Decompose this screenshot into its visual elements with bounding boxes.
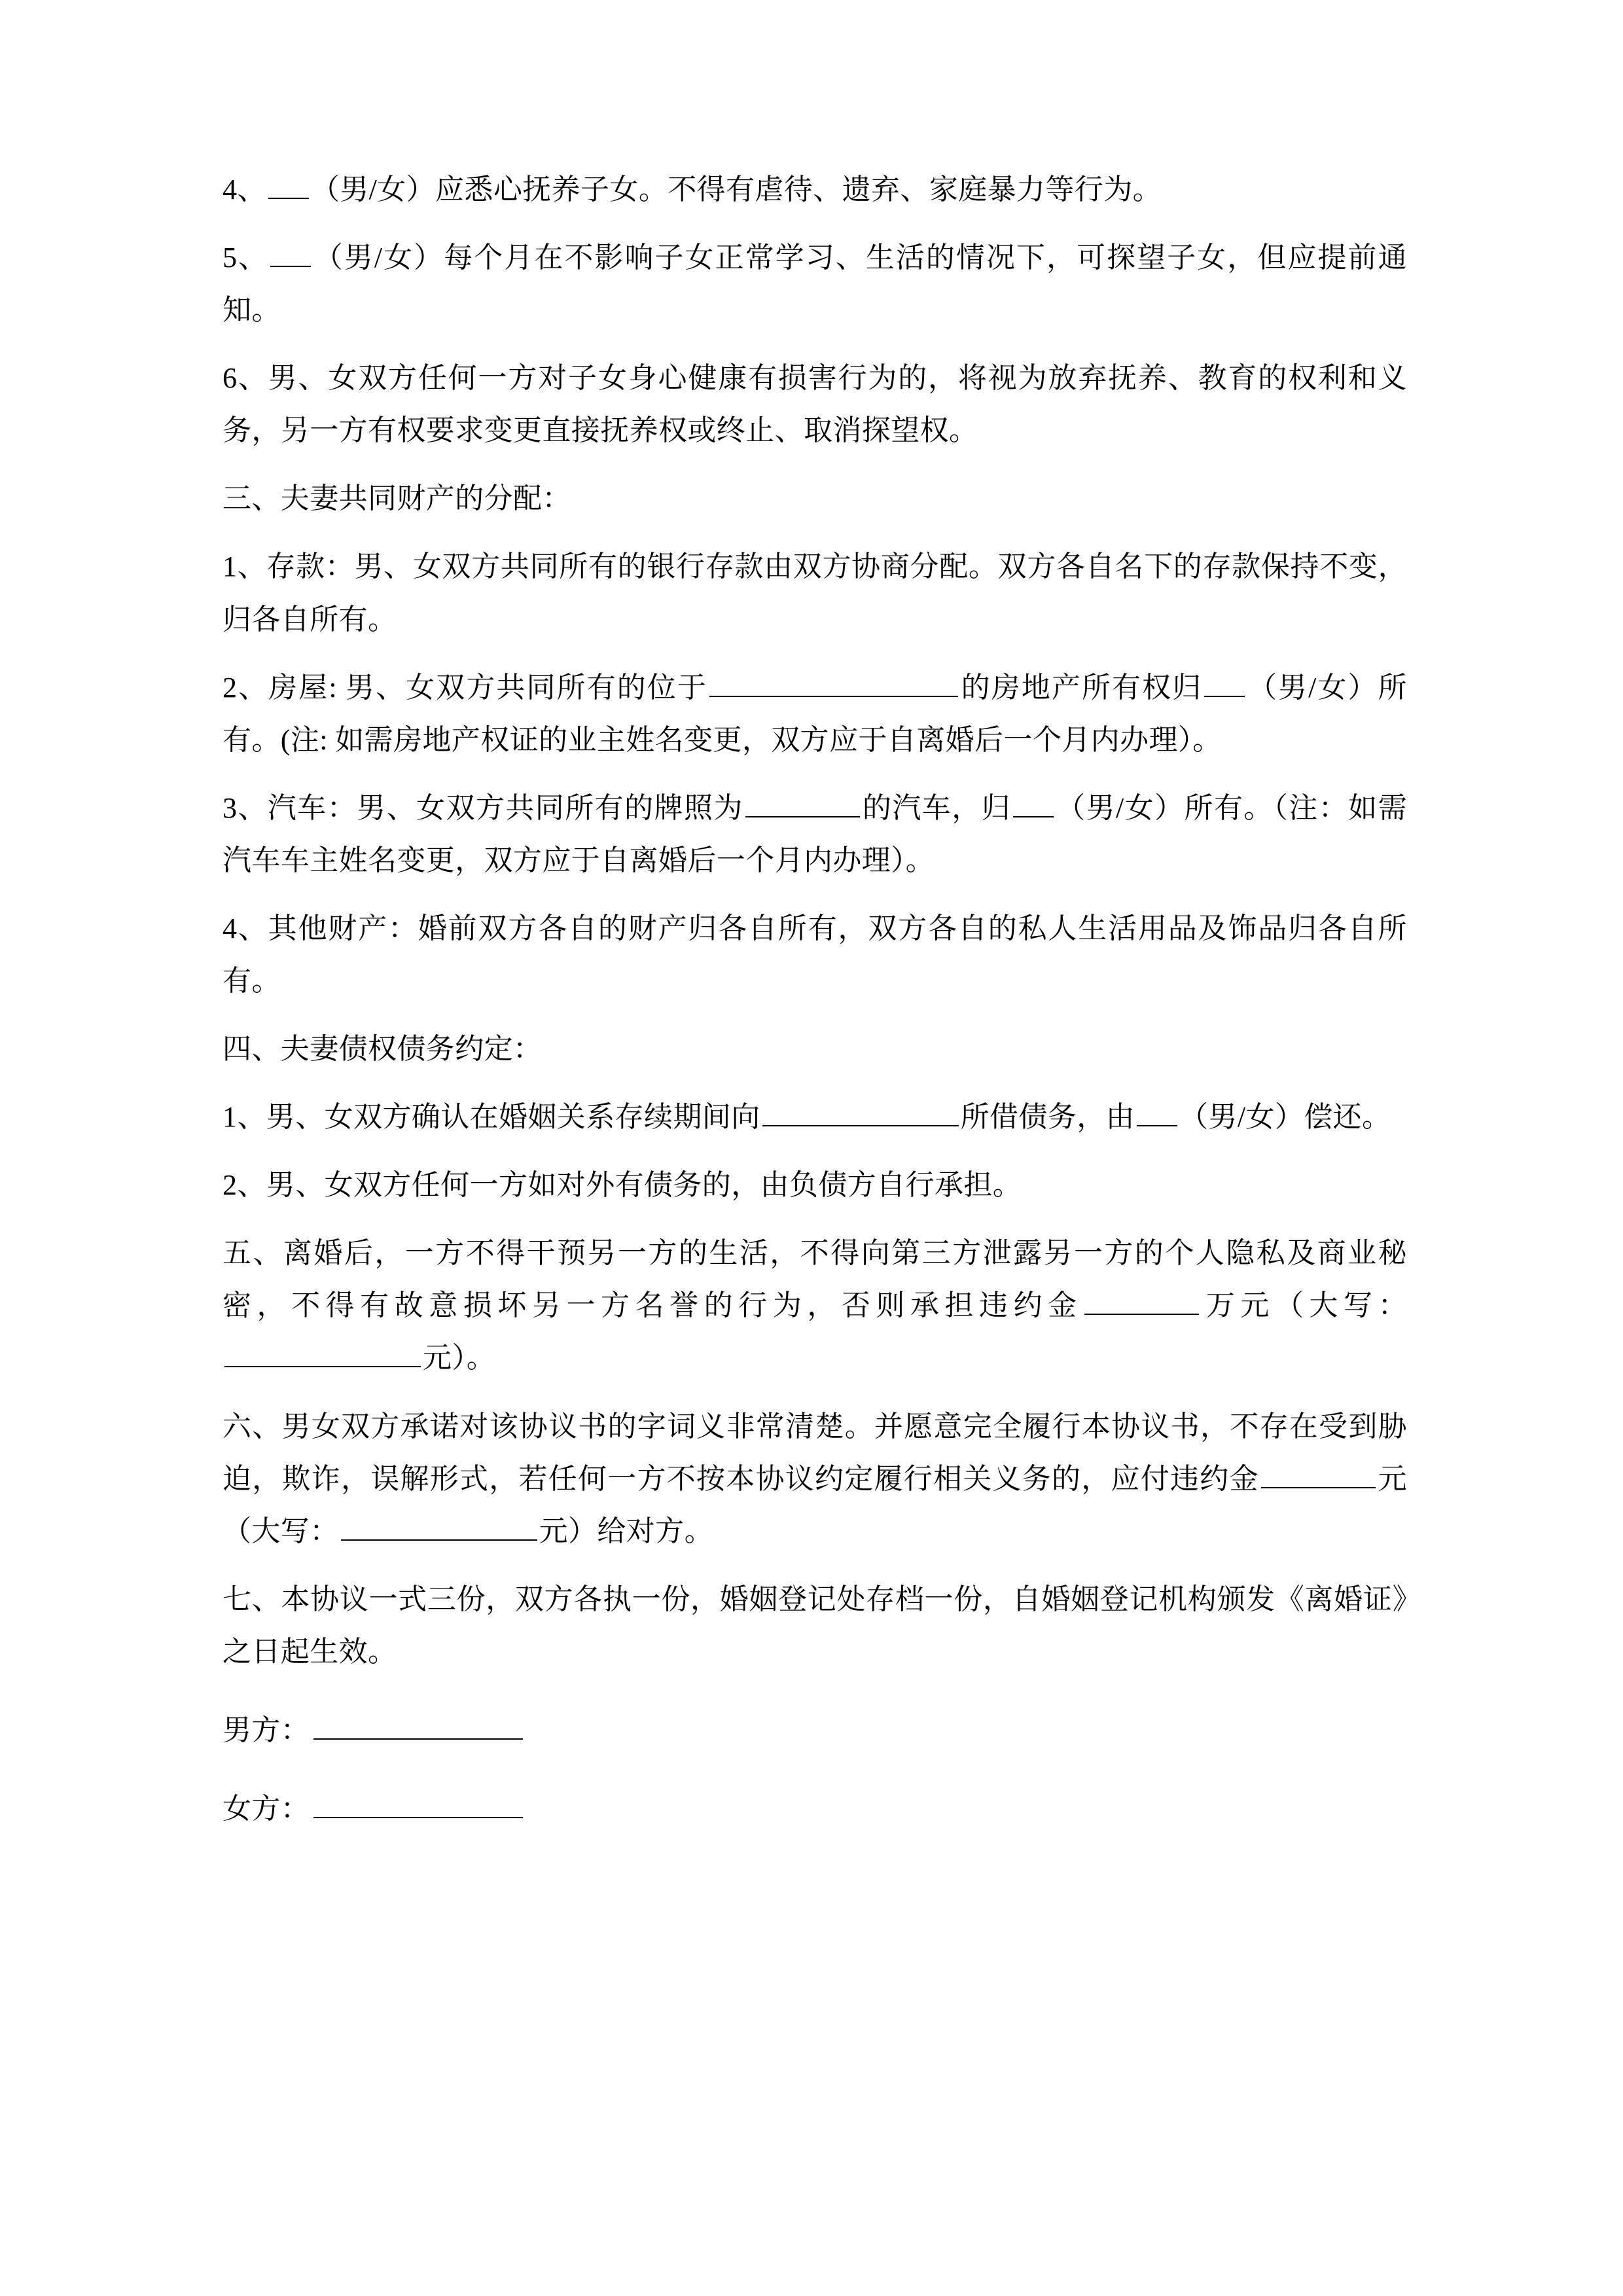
fill-in-blank[interactable] [341, 1512, 537, 1541]
paragraph-text: 1、男、女双方确认在婚姻关系存续期间向 [223, 1101, 760, 1134]
paragraph-text: （男/女）所有。（注：如需汽车车主姓名变更，双方应于自离婚后一个月内办理）。 [223, 791, 1408, 876]
paragraph-text: 元（大写： [223, 1462, 1407, 1547]
section-4-title [223, 1023, 1407, 1075]
debt-2 [223, 1159, 1407, 1211]
signature-female [223, 1783, 1407, 1835]
document-body [223, 164, 1407, 1835]
paragraph-text: 的房地产所有权归 [959, 671, 1203, 704]
paragraph-text: 六、男女双方承诺对该协议书的字词义非常清楚。并愿意完全履行本协议书，不存在受到胁迫，欺诈，误解形式，若任何一方不按本协议约定履行相关义务的，应付违约金 [223, 1410, 1407, 1495]
item-4 [223, 164, 1407, 216]
paragraph-text: （男/女）所有。(注: 如需房地产权证的业主姓名变更，双方应于自离婚后一个月内办理）。 [223, 671, 1407, 756]
paragraph-text: 4、 [223, 173, 266, 206]
paragraph-text: 2、男、女双方任何一方如对外有债务的，由负债方自行承担。 [223, 1169, 1022, 1202]
paragraph-text: 2、房屋: 男、女双方共同所有的位于 [223, 671, 707, 704]
paragraph-text: （男/女）应悉心抚养子女。不得有虐待、遗弃、家庭暴力等行为。 [310, 173, 1162, 206]
fill-in-blank[interactable] [1013, 789, 1054, 817]
section-6 [223, 1401, 1407, 1558]
section-3-title [223, 473, 1407, 525]
paragraph-text: 4、其他财产：婚前双方各自的财产归各自所有，双方各自的私人生活用品及饰品归各自所有。 [223, 912, 1407, 997]
paragraph-text: 元）给对方。 [539, 1515, 714, 1547]
paragraph-text: 三、夫妻共同财产的分配： [223, 482, 571, 515]
paragraph-list [223, 164, 1407, 1678]
prop-1-deposit [223, 541, 1407, 645]
paragraph-text: 6、男、女双方任何一方对子女身心健康有损害行为的，将视为放弃抚养、教育的权利和义务，另一方有权要求变更直接抚养权或终止、取消探望权。 [223, 362, 1407, 447]
paragraph-text: 五、离婚后，一方不得干预另一方的生活，不得向第三方泄露另一方的个人隐私及商业秘密，不得有故意损坏另一方名誉的行为，否则承担违约金 [223, 1237, 1407, 1322]
paragraph-text: 的汽车，归 [861, 791, 1012, 824]
paragraph-text: 万元（大写： [1200, 1289, 1407, 1322]
fill-in-blank[interactable] [1084, 1287, 1199, 1316]
fill-in-blank[interactable] [1137, 1098, 1177, 1126]
fill-in-blank[interactable] [762, 1098, 959, 1126]
fill-in-blank[interactable] [268, 170, 309, 199]
signature-block [223, 1704, 1407, 1835]
fill-in-blank[interactable] [224, 1339, 421, 1368]
fill-in-blank[interactable] [1204, 668, 1245, 697]
paragraph-text: 七、本协议一式三份，双方各执一份，婚姻登记处存档一份，自婚姻登记机构颁发《离婚证》之日起生效。 [223, 1583, 1407, 1668]
paragraph-text: 1、存款：男、女双方共同所有的银行存款由双方协商分配。双方各自名下的存款保持不变，归各自所有。 [223, 550, 1407, 636]
paragraph-text: 元）。 [423, 1342, 496, 1374]
fill-in-blank[interactable] [270, 238, 311, 267]
paragraph-text: 5、 [223, 242, 269, 274]
paragraph-text: （男/女）偿还。 [1179, 1101, 1391, 1134]
item-6 [223, 352, 1407, 457]
signature-line[interactable] [313, 1711, 523, 1740]
fill-in-blank[interactable] [1261, 1460, 1376, 1488]
fill-in-blank[interactable] [745, 789, 860, 817]
section-5 [223, 1227, 1407, 1384]
prop-2-house [223, 662, 1407, 766]
signature-line[interactable] [313, 1789, 523, 1818]
signature-label: 男方： [223, 1713, 310, 1746]
debt-1 [223, 1091, 1407, 1143]
prop-4-other [223, 903, 1407, 1007]
paragraph-text: 所借债务，由 [960, 1101, 1135, 1134]
paragraph-text: （男/女）每个月在不影响子女正常学习、生活的情况下，可探望子女，但应提前通知。 [223, 242, 1407, 327]
fill-in-blank[interactable] [709, 668, 958, 697]
item-5 [223, 232, 1407, 336]
paragraph-text: 四、夫妻债权债务约定： [223, 1033, 543, 1066]
signature-male [223, 1704, 1407, 1757]
prop-3-car [223, 782, 1407, 887]
paragraph-text: 3、汽车：男、女双方共同所有的牌照为 [223, 791, 743, 824]
signature-label: 女方： [223, 1793, 310, 1825]
section-7 [223, 1573, 1407, 1678]
